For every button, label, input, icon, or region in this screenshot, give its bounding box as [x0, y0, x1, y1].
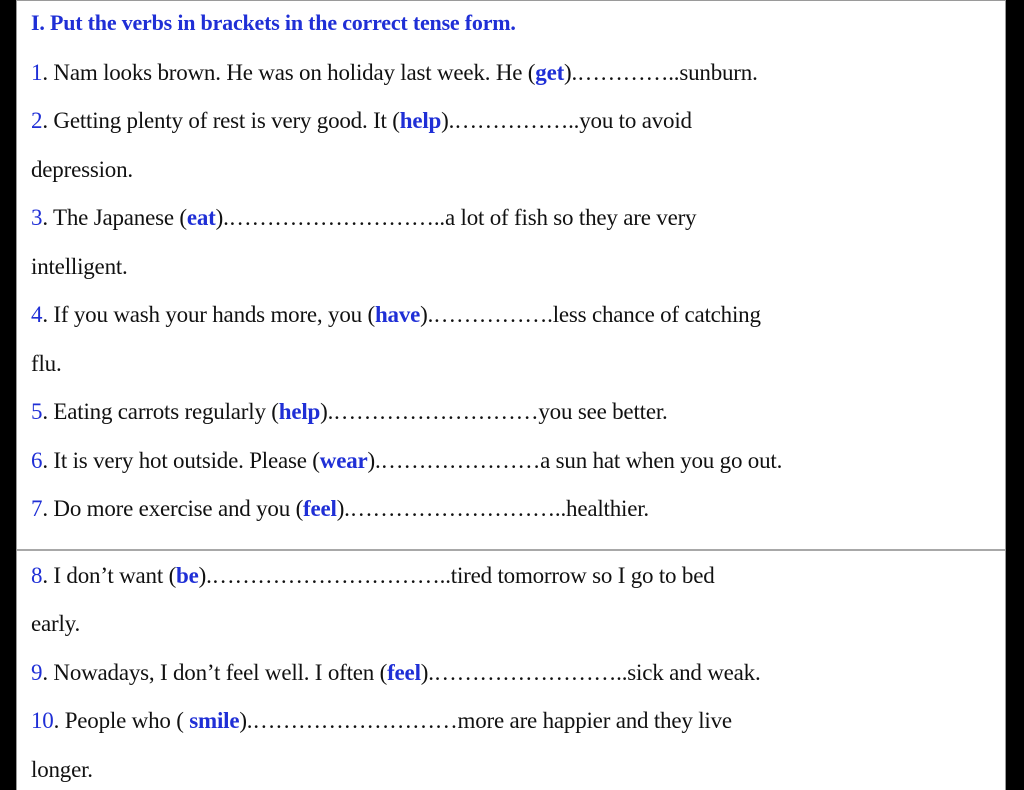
exercise-heading: I. Put the verbs in brackets in the correct tense form. [31, 10, 516, 35]
question-text: . I don’t want ( [42, 563, 177, 588]
question-10 [31, 707, 732, 735]
question-10-continuation: longer. [31, 757, 93, 782]
question-5 [31, 398, 668, 426]
question-text: . If you wash your hands more, you ( [42, 302, 375, 327]
question-number: 9 [31, 660, 43, 685]
verb-cue: eat [186, 205, 216, 230]
question-text: ).…………………a sun hat when you go out. [367, 448, 783, 473]
question-number: 6 [31, 448, 43, 473]
question-text: . Nowadays, I don’t feel well. I often ( [42, 660, 388, 685]
question-number: 2 [31, 108, 43, 133]
question-number: 5 [31, 399, 43, 424]
question-3-continuation: intelligent. [31, 254, 128, 279]
question-text: . The Japanese ( [42, 205, 187, 230]
question-6 [31, 447, 782, 475]
question-number: 10 [31, 708, 54, 733]
section-divider [17, 549, 1005, 551]
verb-cue: help [399, 108, 442, 133]
verb-cue: wear [319, 448, 368, 473]
question-text: . People who ( [53, 708, 190, 733]
question-text: ).……………..you to avoid [441, 108, 692, 133]
question-text: ).…………..sunburn. [564, 60, 758, 85]
question-number: 7 [31, 496, 43, 521]
question-text: . Do more exercise and you ( [42, 496, 304, 521]
question-3 [31, 204, 696, 232]
verb-cue: help [278, 399, 321, 424]
question-8 [31, 562, 715, 590]
verb-cue: feel [303, 496, 337, 521]
question-text: . Getting plenty of rest is very good. It ( [42, 108, 400, 133]
verb-cue: get [535, 60, 565, 85]
question-text: ).………………………..healthier. [336, 496, 649, 521]
verb-cue: have [374, 302, 421, 327]
question-number: 4 [31, 302, 43, 327]
question-text: . Eating carrots regularly ( [42, 399, 279, 424]
question-text: ).………………………you see better. [320, 399, 668, 424]
question-9 [31, 659, 761, 687]
verb-cue: be [176, 563, 199, 588]
question-number: 1 [31, 60, 43, 85]
question-text: ).……………………..sick and weak. [420, 660, 761, 685]
question-text: ).…………………………..tired tomorrow so I go to bed [198, 563, 715, 588]
question-number: 3 [31, 205, 43, 230]
question-text: ).………………………more are happier and they live [239, 708, 732, 733]
question-text: . Nam looks brown. He was on holiday last week. He ( [42, 60, 536, 85]
question-text: ).…………….less chance of catching [420, 302, 761, 327]
question-8-continuation: early. [31, 611, 81, 636]
verb-cue: feel [387, 660, 421, 685]
question-7 [31, 495, 649, 523]
question-4-continuation: flu. [31, 351, 62, 376]
question-text: ).………………………..a lot of fish so they are very [215, 205, 697, 230]
question-1 [31, 59, 758, 87]
verb-cue: smile [189, 708, 240, 733]
question-4 [31, 301, 761, 329]
exercise-block-top [17, 1, 1005, 549]
question-2 [31, 107, 692, 135]
exercise-sheet [16, 0, 1006, 790]
question-number: 8 [31, 563, 43, 588]
question-text: . It is very hot outside. Please ( [42, 448, 320, 473]
question-2-continuation: depression. [31, 157, 133, 182]
